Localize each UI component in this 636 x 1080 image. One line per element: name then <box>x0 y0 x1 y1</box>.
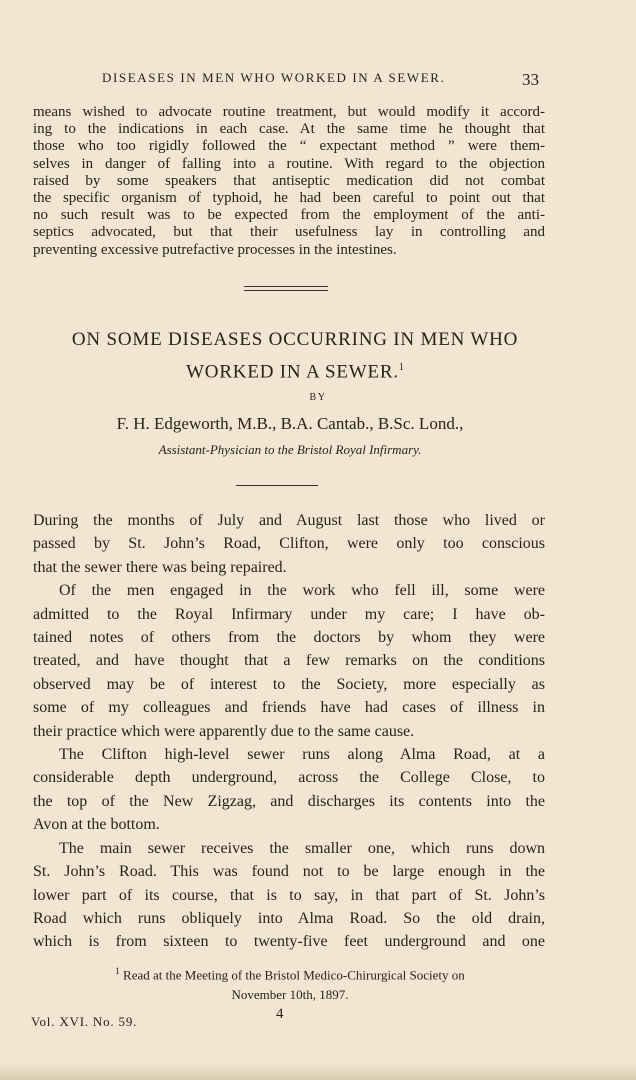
author-line: F. H. Edgeworth, M.B., B.A. Cantab., B.Sc. Lond., <box>116 414 464 433</box>
section-divider <box>236 485 318 486</box>
text-line: passed by St. John’s Road, Clifton, were only too conscious <box>33 535 545 553</box>
footnote-line: November 10th, 1897. <box>231 987 349 1003</box>
text-line: selves in danger of falling into a routine. With regard to the objection <box>33 155 545 172</box>
text-line: admitted to the Royal Infirmary under my care; I have ob- <box>33 605 545 623</box>
page-number: 33 <box>522 70 539 89</box>
signature-number: 4 <box>276 1006 284 1022</box>
text-line: The main sewer receives the smaller one, which runs down <box>59 839 545 857</box>
text-line: tained notes of others from the doctors by whom they were <box>33 629 545 647</box>
text-line: Of the men engaged in the work who fell ill, some were <box>59 582 545 600</box>
text-line: Avon at the bottom. <box>33 816 160 834</box>
article-body <box>33 509 545 954</box>
footnote-number: 1 <box>115 966 120 976</box>
text-line: lower part of its course, that is to say, in that part of St. John’s <box>33 886 545 904</box>
text-line: ing to the indications in each case. At the same time he thought that <box>33 121 545 138</box>
text-line: preventing excessive putrefactive processes in the intestines. <box>33 241 397 258</box>
text-line: treated, and have thought that a few remarks on the conditions <box>33 652 545 670</box>
text-line: the specific organism of typhoid, he had been careful to point out that <box>33 190 545 207</box>
by-line: BY <box>309 392 327 403</box>
previous-article-text <box>33 104 545 259</box>
text-line: which is from sixteen to twenty-five feet underground and one <box>33 933 545 951</box>
volume-signature: Vol. XVI. No. 59. <box>31 1014 138 1029</box>
text-line: that the sewer there was being repaired. <box>33 558 287 576</box>
footnote <box>0 961 580 1005</box>
text-line: those who too rigidly followed the “ expectant method ” were them- <box>33 138 545 155</box>
text-line: means wished to advocate routine treatment, but would modify it accord- <box>33 104 545 120</box>
text-line: raised by some speakers that antiseptic medication did not combat <box>33 172 545 189</box>
article-title-text: WORKED IN A SEWER. <box>186 361 399 383</box>
text-line: observed may be of interest to the Society, more especially as <box>33 675 545 693</box>
text-line: septics advocated, but that their usefulness lay in controlling and <box>33 224 545 241</box>
text-line: Road which runs obliquely into Alma Road. So the old drain, <box>33 909 545 927</box>
running-title: DISEASES IN MEN WHO WORKED IN A SEWER. <box>102 70 446 85</box>
article-title-line: ON SOME DISEASES OCCURRING IN MEN WHO <box>71 329 519 350</box>
text-line: considerable depth underground, across the College Close, to <box>33 769 545 787</box>
running-head <box>0 70 636 90</box>
text-line: The Clifton high-level sewer runs along Alma Road, at a <box>59 746 545 764</box>
text-line: the top of the New Zigzag, and discharges its contents into the <box>33 792 545 810</box>
author-affiliation: Assistant-Physician to the Bristol Royal Infirmary. <box>158 442 422 457</box>
article-title-line <box>30 354 560 386</box>
section-divider-double <box>244 286 328 291</box>
text-line: some of my colleagues and friends have had cases of illness in <box>33 699 545 717</box>
text-line: During the months of July and August last those who lived or <box>33 512 545 529</box>
text-line: no such result was to be expected from the employment of the anti- <box>33 207 545 224</box>
footnote-reference[interactable]: 1 <box>398 362 404 373</box>
article-title <box>30 326 560 386</box>
text-line: St. John’s Road. This was found not to be large enough in the <box>33 863 545 881</box>
footnote-text: Read at the Meeting of the Bristol Medico-Chirurgical Society on <box>123 967 465 983</box>
page-edge-shadow <box>0 1064 636 1080</box>
text-line: their practice which were apparently due to the same cause. <box>33 722 415 740</box>
footnote-line <box>0 961 580 985</box>
